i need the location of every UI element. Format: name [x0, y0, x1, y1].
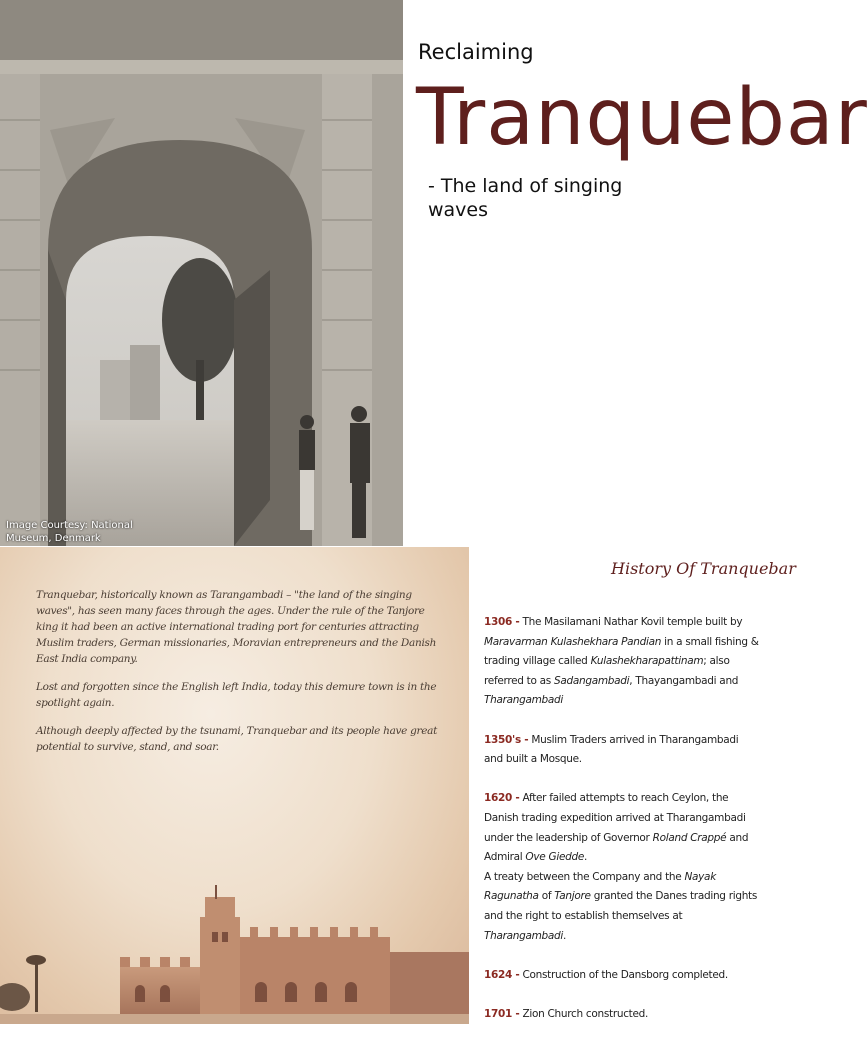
entry-text-italic: Tharangambadi [484, 694, 564, 707]
entry-text: The Masilamani Nathar Kovil temple built by [519, 616, 743, 628]
entry-text-italic: Sadangambadi [554, 674, 630, 687]
timeline-entry-1350s [484, 731, 760, 770]
gate-archway-image [0, 0, 403, 546]
entry-text: granted the Danes trading rights and the right to establish themselves at [484, 890, 758, 922]
entry-text-italic: Tharangambadi [484, 929, 564, 942]
entry-text: Zion Church constructed. [519, 1007, 649, 1020]
title-tranquebar: Tranquebar [416, 73, 868, 163]
fort-illustration [0, 857, 469, 1024]
intro-paragraph: Lost and forgotten since the English left India, today this demure town is in the spotlight again. [36, 681, 437, 709]
entry-text: , Thayangambadi and [629, 674, 739, 687]
entry-text: A treaty between the Company and the [484, 870, 685, 883]
entry-text-italic: Tanjore [554, 890, 591, 903]
entry-text: . [563, 929, 567, 942]
photo-credit: Image Courtesy: National Museum, Denmark [6, 520, 133, 544]
entry-text: After failed attempts to reach Ceylon, the Danish trading expedition arrived at Tharangambadi under the leadership of Governor [484, 792, 746, 844]
gate-photo [0, 0, 403, 546]
timeline-entry-1620 [484, 789, 760, 946]
entry-text-italic: Nayak Ragunatha [484, 870, 716, 903]
timeline-entry-1306 [484, 613, 760, 711]
entry-text: Muslim Traders arrived in Tharangambadi and built a Mosque. [484, 733, 739, 766]
entry-text-italic: Kulashekharapattinam [590, 655, 704, 668]
entry-year: 1350's - [484, 733, 529, 746]
timeline-entry-1624 [484, 966, 760, 986]
entry-year: 1624 - [484, 968, 520, 981]
entry-text: ; also referred to as [484, 655, 730, 687]
entry-text-italic: Maravarman Kulashekhara Pandian [484, 635, 662, 648]
entry-text: and Admiral [484, 831, 749, 864]
subtitle: - The land of singing waves [428, 175, 623, 221]
entry-year: 1701 - [484, 1007, 520, 1020]
history-timeline [484, 613, 760, 1044]
intro-panel [0, 547, 469, 1024]
history-heading: History Of Tranquebar [611, 559, 796, 578]
timeline-entry-1701 [484, 1005, 760, 1025]
entry-text-italic: Roland Crappé [652, 831, 727, 844]
title-reclaiming: Reclaiming [418, 40, 534, 64]
intro-paragraph: Although deeply affected by the tsunami, Tranquebar and its people have great potential to survive, stand, and soar. [36, 725, 438, 753]
entry-text: in a small fishing & trading village called [484, 635, 759, 668]
entry-text: of [538, 890, 555, 903]
entry-year: 1620 - [484, 792, 520, 805]
entry-text: Construction of the Dansborg completed. [519, 968, 728, 981]
intro-text [36, 587, 441, 767]
entry-text-italic: Ove Giedde [525, 851, 585, 864]
intro-paragraph: Tranquebar, historically known as Tarangambadi – "the land of the singing waves", has seen many faces through the ages. Under the rule of the Tanjore king it had been an active international trading port for centuries attracting Muslim traders, German missionaries, Moravian entrepreneurs and the Danish East India company. [36, 589, 437, 665]
entry-text: . [584, 851, 588, 864]
entry-year: 1306 - [484, 616, 520, 628]
